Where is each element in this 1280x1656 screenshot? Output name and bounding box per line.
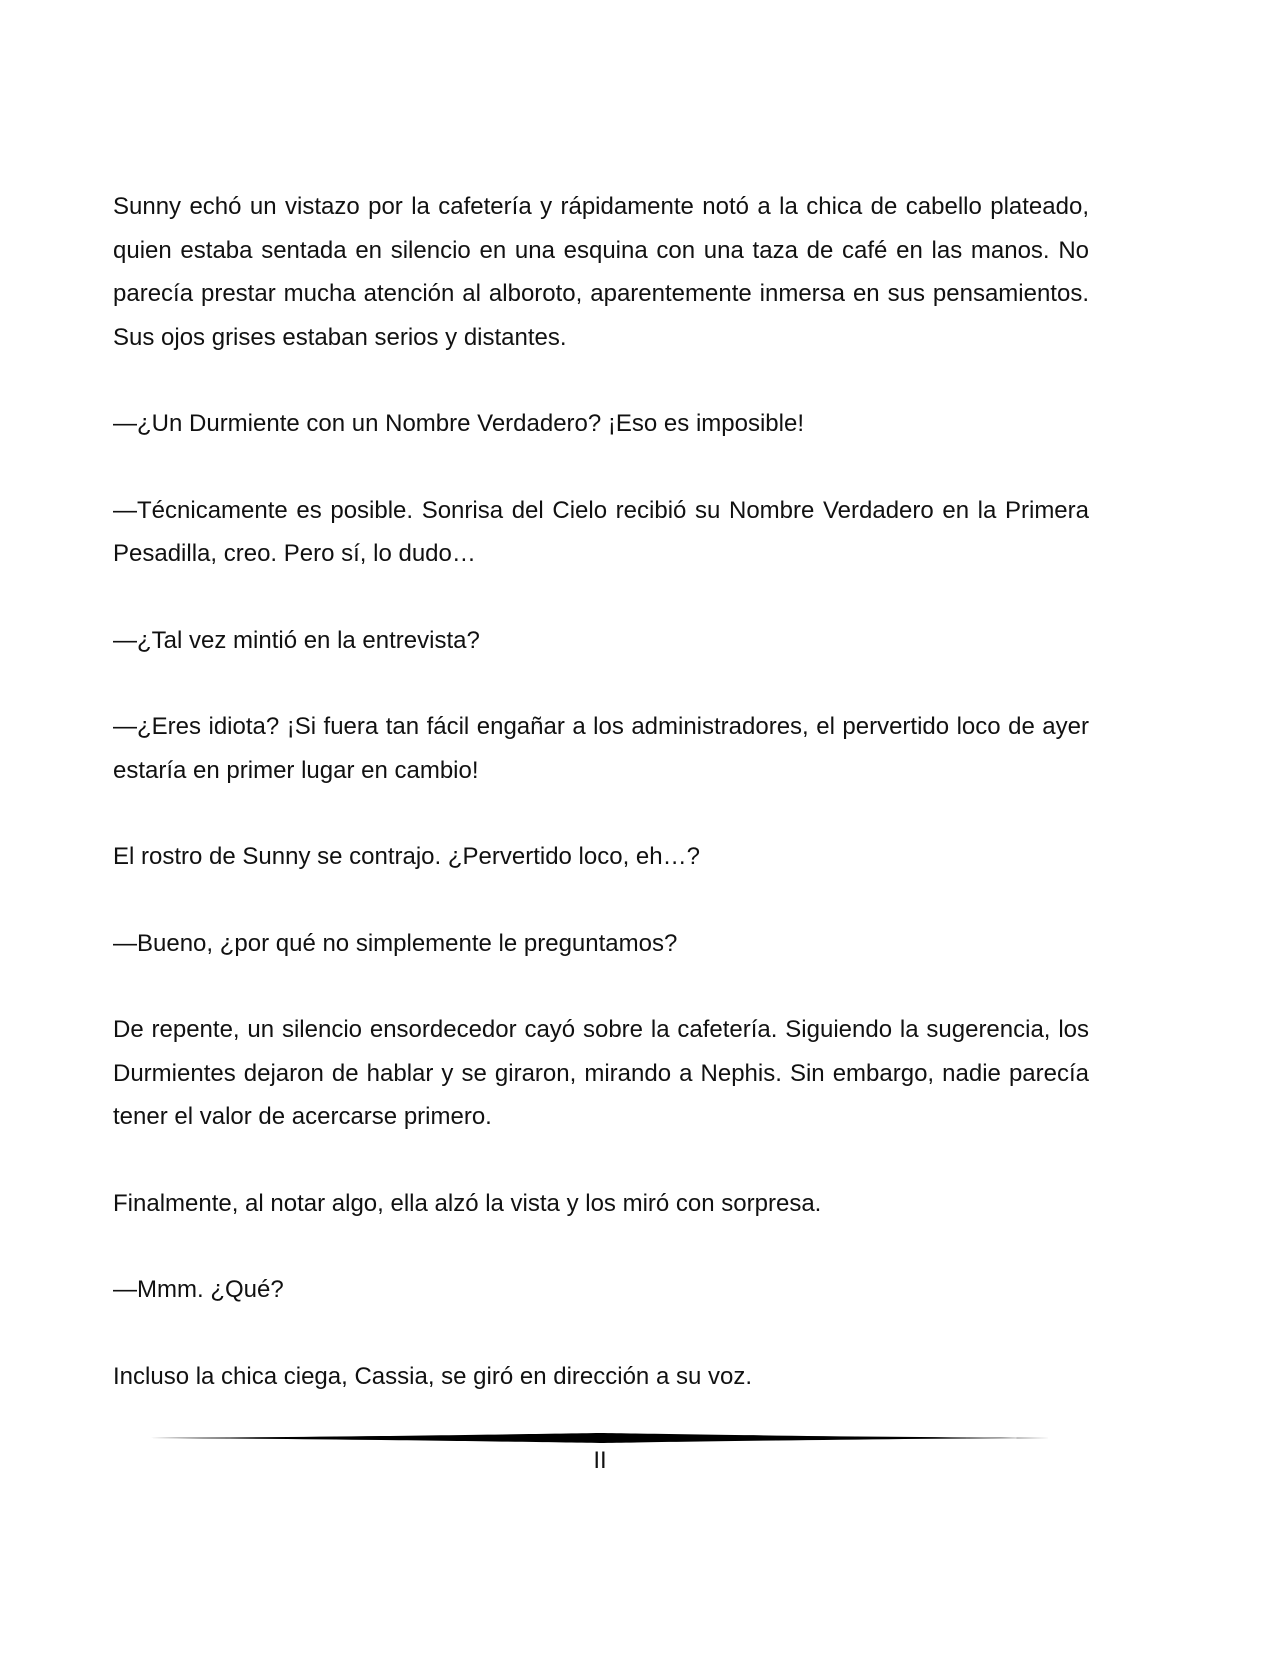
paragraph-7: —Bueno, ¿por qué no simplemente le preguntamos? [113, 929, 678, 957]
text-body [113, 185, 1089, 1398]
paragraph-2: —¿Un Durmiente con un Nombre Verdadero? ¡Eso es imposible! [113, 410, 804, 437]
paragraph-6: El rostro de Sunny se contrajo. ¿Pervertido loco, eh…? [113, 843, 700, 870]
page-number: II [593, 1447, 607, 1474]
paragraph-9: Finalmente, al notar algo, ella alzó la vista y los miró con sorpresa. [113, 1189, 822, 1217]
paragraph-8: De repente, un silencio ensordecedor cayó sobre la cafetería. Siguiendo la sugerencia, los Durmientes dejaron de hablar y se giraron, mirando a Nephis. Sin embargo, nadie parecía tener el valor de acercarse primero. [113, 1016, 1089, 1130]
paragraph-1: Sunny echó un vistazo por la cafetería y rápidamente notó a la chica de cabello plateado, quien estaba sentada en silencio en una esquina con una taza de café en las manos. No parecía prestar mucha atención al alboroto, aparentemente inmersa en sus pensamientos. Sus ojos grises estaban serios y distantes. [113, 193, 1089, 351]
paragraph-11: Incluso la chica ciega, Cassia, se giró en dirección a su voz. [113, 1362, 752, 1390]
paragraph-10: —Mmm. ¿Qué? [113, 1276, 284, 1303]
paragraph-5: —¿Eres idiota? ¡Si fuera tan fácil engañar a los administradores, el pervertido loco de ayer estaría en primer lugar en cambio! [113, 713, 1089, 784]
paragraph-3: —Técnicamente es posible. Sonrisa del Cielo recibió su Nombre Verdadero en la Primera Pesadilla, creo. Pero sí, lo dudo… [113, 496, 1089, 567]
paragraph-4: —¿Tal vez mintió en la entrevista? [113, 626, 480, 654]
